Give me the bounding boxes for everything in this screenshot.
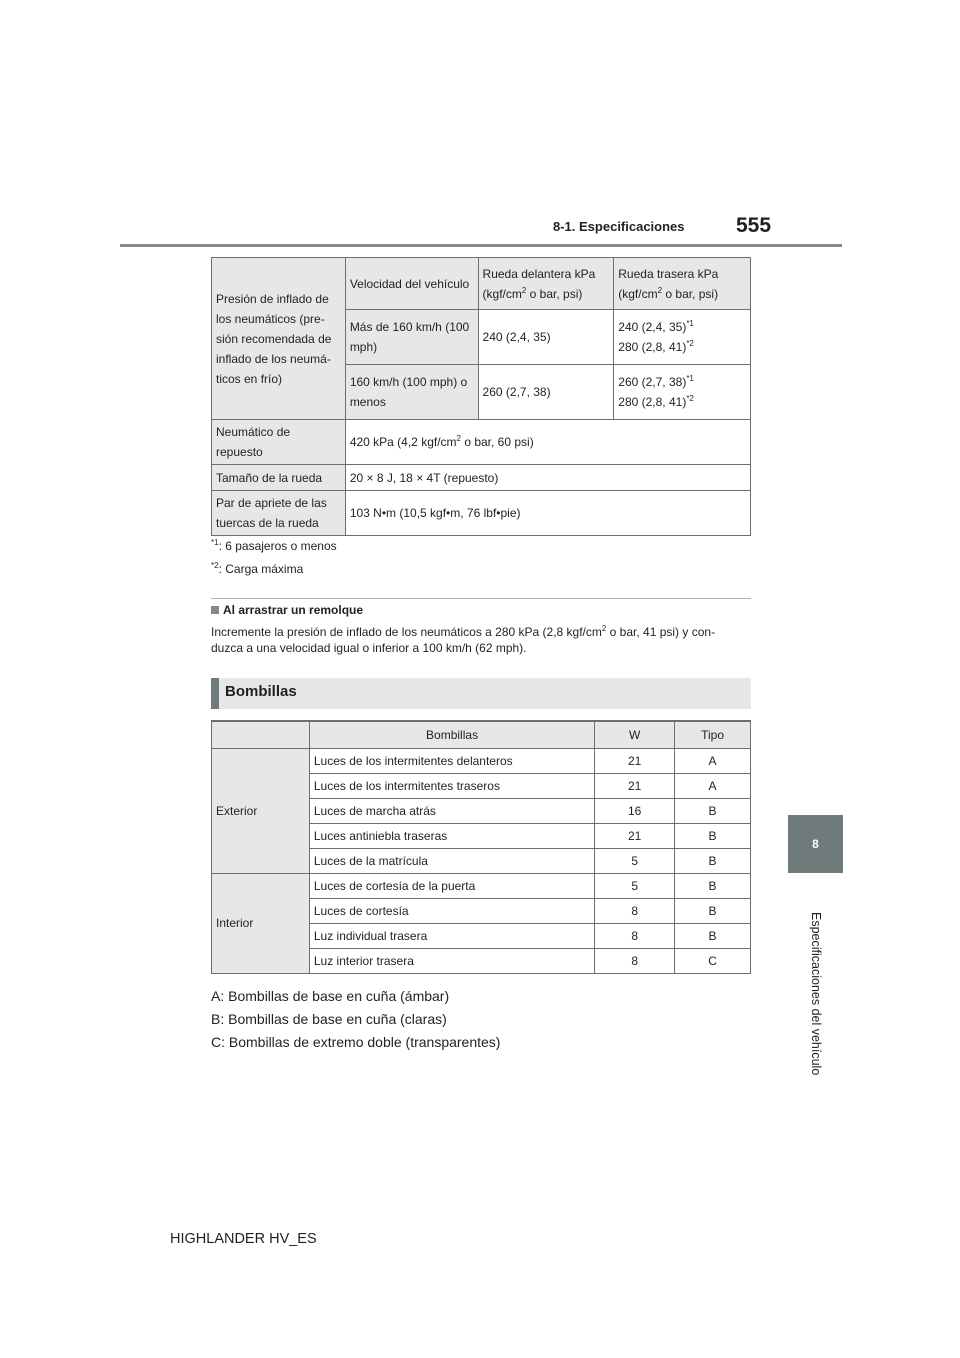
bullet-square-icon: [211, 606, 219, 614]
spare-value: 420 kPa (4,2 kgf/$cm^2$ o bar, 60 psi): [345, 420, 750, 465]
header-empty: [212, 721, 310, 748]
front-pressure-cell: 240 (2,4, 35): [478, 310, 614, 365]
table-row: Luces de cortesía 8 B: [212, 898, 751, 923]
col-speed-header: Velocidad del vehículo: [345, 258, 478, 310]
pressure-row-label: Presión de inflado de los neumáticos (pre- sión recomendada de inflado de los neumá- ticos en frío): [212, 258, 346, 420]
legend-b: B: Bombillas de base en cuña (claras): [211, 1011, 447, 1027]
rear-pressure-cell: 260 (2,7, 38)$^{*1}$ 280 (2,8, 41)$^{*2}$: [614, 365, 751, 420]
table-row: Luces de los intermitentes traseros 21 A: [212, 773, 751, 798]
bulbs-table: [211, 720, 751, 974]
footnote-2: $^{*2}$: Carga máxima: [211, 561, 304, 576]
speed-cell: Más de 160 km/h (100 mph): [345, 310, 478, 365]
table-row: Luces de marcha atrás 16 B: [212, 798, 751, 823]
torque-value: 103 N•m (10,5 kgf•m, 76 lbf•pie): [345, 491, 750, 536]
front-pressure-cell: 260 (2,7, 38): [478, 365, 614, 420]
divider: [211, 598, 751, 599]
rear-pressure-cell: 240 (2,4, 35)$^{*1}$ 280 (2,8, 41)$^{*2}$: [614, 310, 751, 365]
bulbs-section-heading: Bombillas: [211, 678, 751, 709]
torque-label: Par de apriete de las tuercas de la rueda: [212, 491, 346, 536]
table-row: Interior Luces de cortesía de la puerta 5 B: [212, 873, 751, 898]
table-row: Luz individual trasera 8 B: [212, 923, 751, 948]
speed-cell: 160 km/h (100 mph) o menos: [345, 365, 478, 420]
tire-spec-table: [211, 257, 751, 536]
spare-label: Neumático de repuesto: [212, 420, 346, 465]
chapter-number: 8: [812, 837, 819, 851]
legend-c: C: Bombillas de extremo doble (transparentes): [211, 1034, 501, 1050]
model-name: HIGHLANDER HV_ES: [170, 1231, 317, 1247]
table-row: Luces antiniebla traseras 21 B: [212, 823, 751, 848]
col-rear-header: Rueda trasera kPa ($kgf/cm^2$ o bar, psi): [614, 258, 751, 310]
wheel-size-value: 20 × 8 J, 18 × 4T (repuesto): [345, 465, 750, 491]
header-bulbs: Bombillas: [309, 721, 594, 748]
section-title: 8-1. Especificaciones: [553, 219, 685, 234]
page-number: 555: [736, 214, 772, 237]
table-row: Luz interior trasera 8 C: [212, 948, 751, 973]
group-exterior: Exterior: [212, 748, 310, 873]
header-divider: [120, 244, 842, 247]
table-row: [212, 491, 751, 536]
header-type: Tipo: [675, 721, 751, 748]
table-row: [212, 465, 751, 491]
wheel-size-label: Tamaño de la rueda: [212, 465, 346, 491]
table-row: [212, 420, 751, 465]
footnote-1: $^{*1}$: 6 pasajeros o menos: [211, 538, 337, 553]
col-front-header: Rueda delantera kPa ($kgf/cm^2$ o bar, psi): [478, 258, 614, 310]
table-row: Luces de la matrícula 5 B: [212, 848, 751, 873]
header-watts: W: [595, 721, 675, 748]
chapter-label: Especificaciones del vehículo: [809, 912, 823, 1076]
chapter-tab[interactable]: [788, 815, 843, 873]
group-interior: Interior: [212, 873, 310, 973]
legend-a: A: Bombillas de base en cuña (ámbar): [211, 988, 450, 1004]
table-row: Exterior Luces de los intermitentes delanteros 21 A: [212, 748, 751, 773]
towing-body: Incremente la presión de inflado de los neumáticos a 280 kPa (2,8 kgf/$cm^2$ o bar, 41 psi) y con- duzca a una velocidad igual o inferior a 100 km/h (62 mph).: [211, 624, 716, 655]
towing-heading: Al arrastrar un remolque: [211, 603, 363, 617]
